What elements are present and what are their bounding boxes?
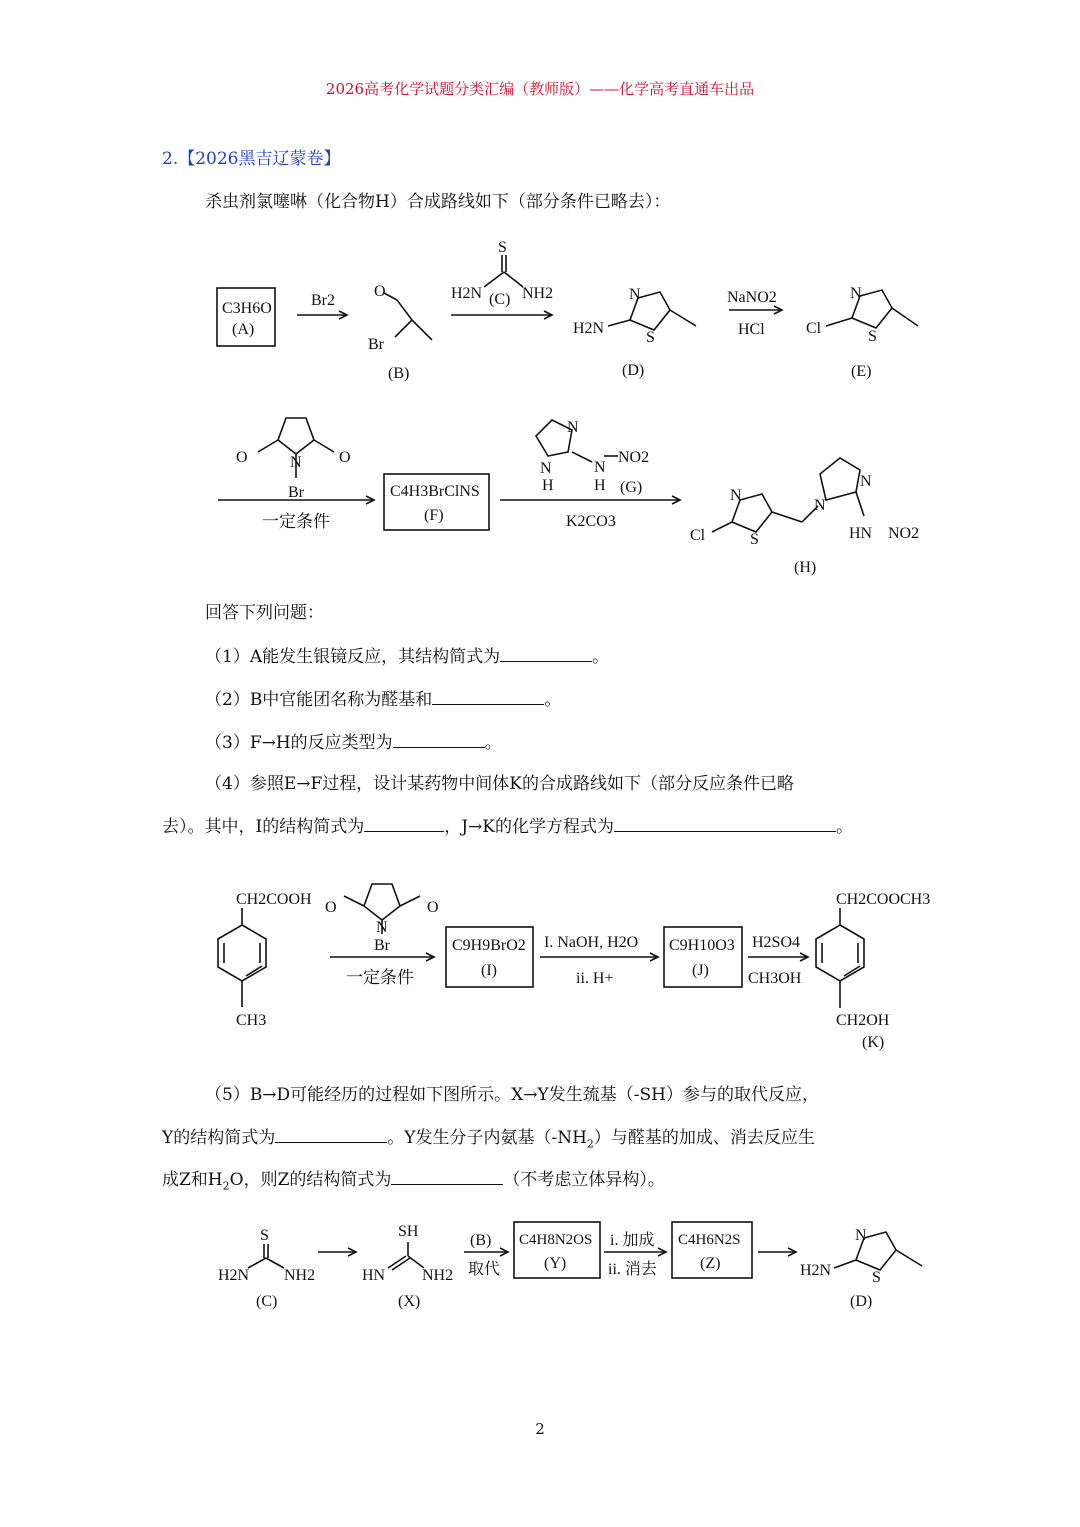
condition-I: 一定条件 — [346, 968, 414, 987]
reagent-addition: i. 加成 — [610, 1232, 655, 1249]
H-N: N — [730, 487, 742, 504]
X-SH: SH — [398, 1223, 419, 1240]
NBS-O1: O — [236, 449, 248, 466]
C4-S: S — [260, 1227, 269, 1244]
H-S: S — [750, 531, 759, 548]
C-H2N: H2N — [451, 285, 483, 302]
question-4-line2: 去）。其中，I的结构简式为 ，J→K的化学方程式为 。 — [162, 817, 853, 837]
NBS-Br: Br — [288, 484, 304, 501]
sm-bottom: CH3 — [236, 1012, 267, 1029]
reagent-H: ii. H+ — [576, 970, 614, 987]
C-NH2: NH2 — [522, 285, 554, 302]
question-5-line3: 成Z和$H_2O$，则Z的结构简式为 （不考虑立体异构）。 — [162, 1170, 665, 1193]
C4-H2N: H2N — [218, 1267, 250, 1284]
D-N: N — [629, 286, 641, 303]
X-NH2: NH2 — [422, 1267, 454, 1284]
X-label: (X) — [398, 1293, 421, 1310]
H-N2: N — [860, 473, 872, 490]
reagent-substitution: 取代 — [468, 1261, 501, 1278]
NBS3-Br: Br — [374, 937, 390, 954]
reagent-elimination: ii. 消去 — [608, 1261, 657, 1278]
D4-N: N — [855, 1227, 867, 1244]
answer-intro: 回答下列问题： — [205, 603, 324, 623]
E-S: S — [868, 328, 877, 345]
F-label: (F) — [424, 507, 444, 524]
D-label: (D) — [622, 362, 645, 379]
E-N: N — [850, 285, 862, 302]
reagent-NaNO2: NaNO2 — [727, 289, 777, 306]
J-formula: C9H10O3 — [669, 937, 735, 954]
D4-H2N: H2N — [800, 1262, 832, 1279]
Z-label: (Z) — [700, 1255, 721, 1272]
condition-F: 一定条件 — [262, 512, 330, 531]
K-bottom: CH2OH — [836, 1012, 890, 1029]
G-H: H — [594, 477, 606, 494]
J-label: (J) — [692, 962, 709, 979]
reagent-H2SO4: H2SO4 — [752, 934, 801, 951]
question-3: （3）F→H的反应类型为 。 — [205, 733, 502, 753]
C4-label: (C) — [256, 1293, 278, 1310]
D-S: S — [646, 329, 655, 346]
reagent-NaOH: I. NaOH, H2O — [544, 934, 639, 951]
B-Br: Br — [368, 336, 384, 353]
reagent-K2CO3: K2CO3 — [566, 513, 616, 530]
E-label: (E) — [851, 363, 872, 380]
Z-formula: C4H6N2S — [678, 1232, 741, 1248]
NBS3-O2: O — [427, 899, 439, 916]
question-1: （1）A能发生银镜反应，其结构简式为 。 — [205, 647, 610, 667]
question-2: （2）B中官能团名称为醛基和 。 — [205, 690, 562, 710]
H-label: (H) — [794, 559, 817, 576]
C-S: S — [498, 239, 507, 256]
G-NO2: NO2 — [618, 449, 650, 466]
D4-S: S — [872, 1269, 881, 1286]
reagent-Br2: Br2 — [311, 292, 335, 309]
E-Cl: Cl — [806, 320, 822, 337]
reagent-B: (B) — [470, 1232, 492, 1249]
Y-formula: C4H8N2OS — [519, 1232, 593, 1248]
K-top: CH2COOCH3 — [836, 891, 931, 908]
G-N: N — [567, 419, 579, 436]
page-number: 2 — [535, 1420, 545, 1438]
H-Cl: Cl — [690, 527, 706, 544]
NBS3-N: N — [376, 919, 388, 936]
sm-top: CH2COOH — [236, 891, 312, 908]
G-NH: N — [594, 459, 606, 476]
question-4-line1: （4）参照E→F过程，设计某药物中间体K的合成路线如下（部分反应条件已略 — [205, 774, 794, 794]
X-HN: HN — [362, 1267, 386, 1284]
NBS-O2: O — [339, 449, 351, 466]
NBS-N: N — [290, 454, 302, 471]
G-NH-ring: N — [540, 460, 552, 477]
B-label: (B) — [388, 365, 410, 382]
A-formula: C3H6O — [222, 300, 272, 317]
D-H2N: H2N — [573, 320, 605, 337]
G-label: (G) — [620, 479, 643, 496]
D4-label: (D) — [850, 1293, 873, 1310]
question-5-line2: Y的结构简式为 。Y发生分子内氨基$(-NH_2)$与醛基的加成、消去反应生 — [162, 1128, 815, 1151]
reagent-HCl: HCl — [738, 321, 765, 338]
C4-NH2: NH2 — [284, 1267, 316, 1284]
K-label: (K) — [862, 1034, 885, 1051]
H-N1: N — [814, 497, 826, 514]
F-formula: C4H3BrClNS — [390, 483, 480, 500]
reagent-CH3OH: CH3OH — [748, 970, 802, 987]
page-header: 2026高考化学试题分类汇编（教师版）——化学高考直通车出品 — [325, 80, 755, 98]
question-title: 2.【2026黑吉辽蒙卷】 — [162, 149, 341, 169]
I-label: (I) — [481, 962, 497, 979]
question-intro: 杀虫剂氯噻啉（化合物H）合成路线如下（部分条件已略去）： — [205, 192, 671, 212]
H-NO2: NO2 — [888, 525, 920, 542]
C-label: (C) — [489, 291, 511, 308]
I-formula: C9H9BrO2 — [452, 937, 526, 954]
question-5-line1: （5）B→D可能经历的过程如下图所示。X→Y发生巯基（-SH）参与的取代反应， — [205, 1085, 819, 1105]
H-HN: HN — [849, 525, 873, 542]
Y-label: (Y) — [544, 1255, 567, 1272]
A-label: (A) — [232, 321, 255, 338]
NBS3-O1: O — [325, 899, 337, 916]
G-H-ring: H — [542, 477, 554, 494]
B-O: O — [374, 283, 386, 300]
